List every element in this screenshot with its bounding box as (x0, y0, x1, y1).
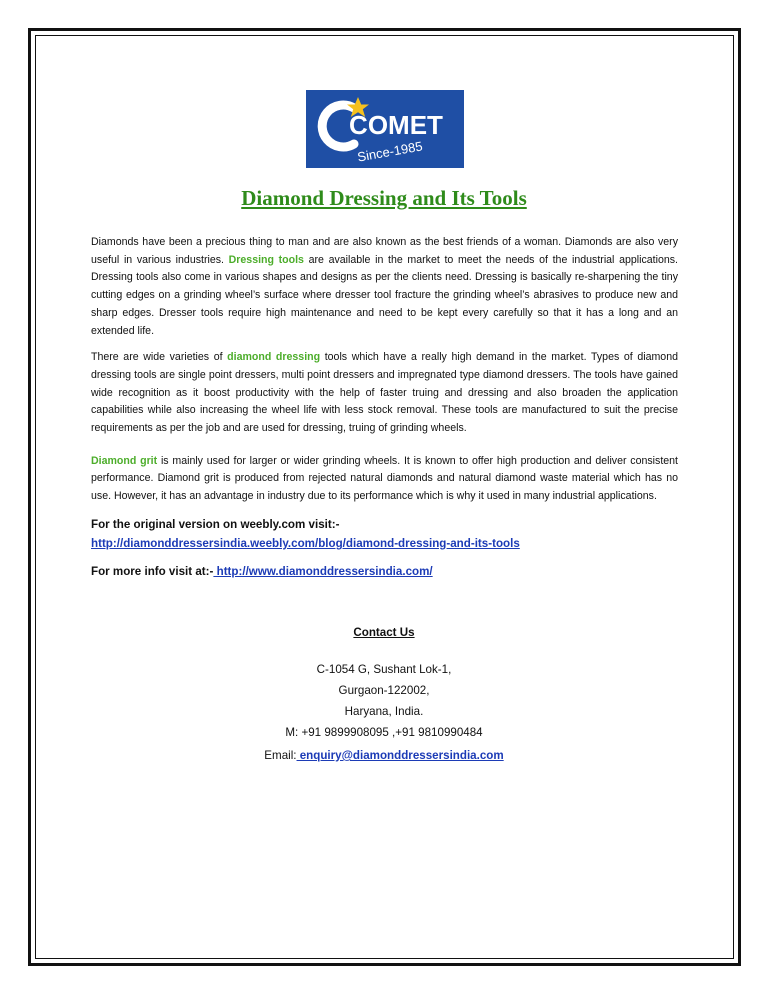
original-version-block (91, 515, 678, 553)
logo-brand-text: COMET (349, 110, 443, 140)
paragraph-3: Diamond grit is mainly used for larger or wider grinding wheels. It is known to offer high production and deliver consistent performance. Diamond grit is produced from rejected natural diamonds and natural diamond waste material which has no use. However, it has an advantage in industry due to its performance which is why it used in many industrial applications. (91, 454, 678, 503)
keyword-dressing-tools: Dressing tools (228, 253, 304, 266)
keyword-diamond-grit: Diamond grit (91, 454, 158, 467)
original-version-link[interactable]: http://diamonddressersindia.weebly.com/blog/diamond-dressing-and-its-tools (91, 536, 520, 550)
original-version-label: For the original version on weebly.com visit:- (91, 517, 340, 531)
more-info-link[interactable]: http://www.diamonddressersindia.com/ (213, 564, 433, 578)
article-body (91, 234, 678, 581)
contact-email (0, 749, 768, 762)
email-label: Email: (264, 749, 297, 762)
comet-logo (306, 90, 464, 168)
address-line-3: Haryana, India. (344, 705, 424, 718)
keyword-diamond-dressing: diamond dressing (227, 351, 321, 364)
phone-numbers: M: +91 9899908095 ,+91 9810990484 (285, 726, 483, 739)
contact-heading: Contact Us (353, 626, 415, 639)
more-info-label: For more info visit at:- (91, 564, 214, 578)
logo-tagline: Since-1985 (356, 138, 424, 165)
more-info-block (91, 562, 678, 581)
contact-address (0, 659, 768, 743)
address-line-2: Gurgaon-122002, (338, 684, 430, 697)
page-title: Diamond Dressing and Its Tools (241, 186, 527, 210)
paragraph-1: Diamonds have been a precious thing to man and are also known as the best friends of a woman. Diamonds are also very useful in various industries. Dressing tools are available in the market to meet the needs of the industrial applications. Dressing tools also come in various shapes and designs as per the clients need. Dressing is basically re-sharpening the tiny cutting edges on a grinding wheel’s surface where dresser tool fracture the grinding wheel’s abrasives to produce new and sharp edges. Dresser tools require high maintenance and need to be kept every carefully so that it has a long and an extended life. (91, 236, 678, 337)
email-link[interactable]: enquiry@diamonddressersindia.com (296, 749, 504, 762)
address-line-1: C-1054 G, Sushant Lok-1, (316, 663, 452, 676)
paragraph-2: There are wide varieties of diamond dressing tools which have a really high demand in the market. Types of diamond dressing tools are single point dressers, multi point dressers and impregnated type diamond dressers. The tools have gained wide recognition as it boost productivity with the help of faster truing and dressing and also broaden the application capabilities while also increasing the wheel life with less stock removal. These tools are manufactured to suit the precise requirements as per the job and are used for dressing, truing of grinding wheels. (91, 351, 678, 435)
